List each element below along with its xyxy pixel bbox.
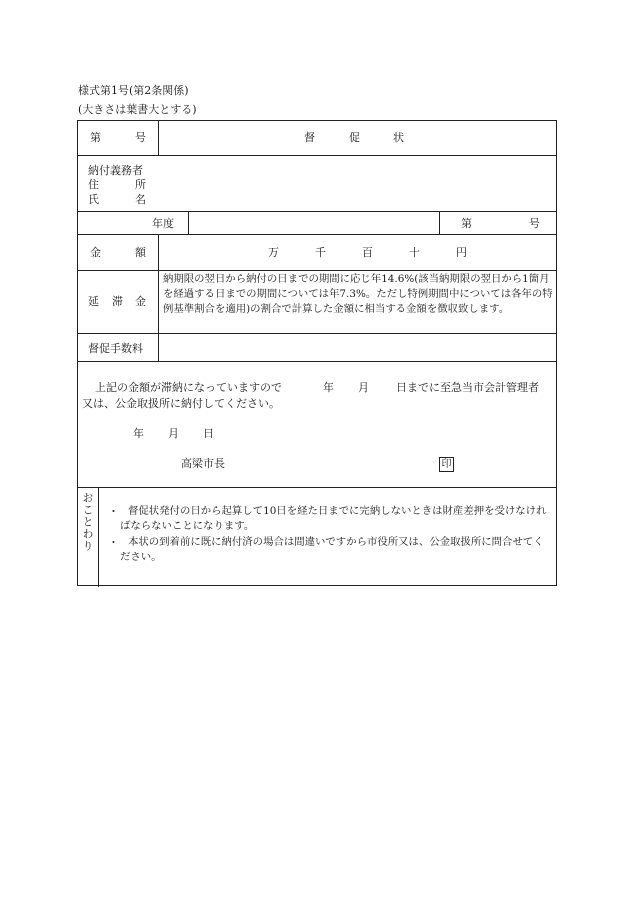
divider-year-b <box>439 211 440 234</box>
number-suffix: 号 <box>135 131 146 144</box>
divider-row1 <box>158 121 159 155</box>
divider-notes <box>98 487 99 587</box>
latefee-text: 納期限の翌日から納付の日までの期間に応じ年14.6%(該当納期限の翌日から1箇月を経過する日までの期間については年7.3%。ただし特例期間中については各年の特例基準割合を適用)の割合で計算した金額に相当する金額を徴収致します。 <box>163 273 553 315</box>
fiscal-year-label: 年度 <box>152 217 174 230</box>
notice-month: 月 <box>358 381 369 394</box>
notice-text-b: 日までに至急当市会計管理者 <box>396 381 539 394</box>
notes-item-1: 督促状発付の日から起算して10日を経た日までに完納しないときは財産差押を受けなければならないことになります。 <box>120 505 547 532</box>
unit-ju: 十 <box>409 246 420 259</box>
rule-notice <box>78 487 556 488</box>
year-number-suffix: 号 <box>529 217 540 230</box>
latefee-label-2: 滞 <box>112 295 123 308</box>
size-note: (大きさは葉書大とする) <box>78 103 197 116</box>
rule-latefee <box>78 333 556 334</box>
divider-labels <box>158 234 159 361</box>
issuer: 高梁市長 <box>181 457 225 470</box>
rule-amount <box>78 270 556 271</box>
notes-bullet-2: ・ <box>108 536 119 549</box>
seal-mark: 印 <box>439 457 454 472</box>
name-char-1: 氏 <box>88 193 99 206</box>
notice-year: 年 <box>323 381 334 394</box>
address-char-1: 住 <box>88 178 99 191</box>
unit-sen: 千 <box>315 246 326 259</box>
address-char-2: 所 <box>135 178 146 191</box>
reminder-form <box>77 120 557 586</box>
latefee-label-1: 延 <box>88 295 99 308</box>
rule-payer <box>78 211 556 212</box>
notice-text-a: 上記の金額が滞納になっていますので <box>95 381 282 394</box>
title-char-1: 督 <box>304 131 315 144</box>
unit-man: 万 <box>268 246 279 259</box>
amount-label-1: 金 <box>90 246 101 259</box>
latefee-label-3: 金 <box>135 295 146 308</box>
title-char-2: 促 <box>349 131 360 144</box>
rule-year <box>78 234 556 235</box>
name-char-2: 名 <box>135 193 146 206</box>
date-day: 日 <box>203 427 214 440</box>
notes-bullet-1: ・ <box>108 505 119 518</box>
notes-label: おことわり <box>81 492 94 552</box>
notice-text-c: 又は、公金取扱所に納付してください。 <box>82 397 280 410</box>
year-number-label: 第 <box>461 217 472 230</box>
rule-row1 <box>78 155 556 156</box>
divider-year-a <box>188 211 189 234</box>
unit-hyaku: 百 <box>362 246 373 259</box>
unit-en: 円 <box>456 246 467 259</box>
date-year: 年 <box>133 427 144 440</box>
rule-fee <box>78 361 556 362</box>
payer-label: 納付義務者 <box>88 164 143 177</box>
notes-item-2: 本状の到着前に既に納付済の場合は間違いですから市役所又は、公金取扱所に問合せてください。 <box>120 536 544 563</box>
amount-label-2: 額 <box>135 246 146 259</box>
number-label: 第 <box>90 131 101 144</box>
title-char-3: 状 <box>393 131 404 144</box>
form-number: 様式第1号(第2条関係) <box>78 84 189 97</box>
fee-label: 督促手数料 <box>88 342 143 355</box>
date-month: 月 <box>168 427 179 440</box>
